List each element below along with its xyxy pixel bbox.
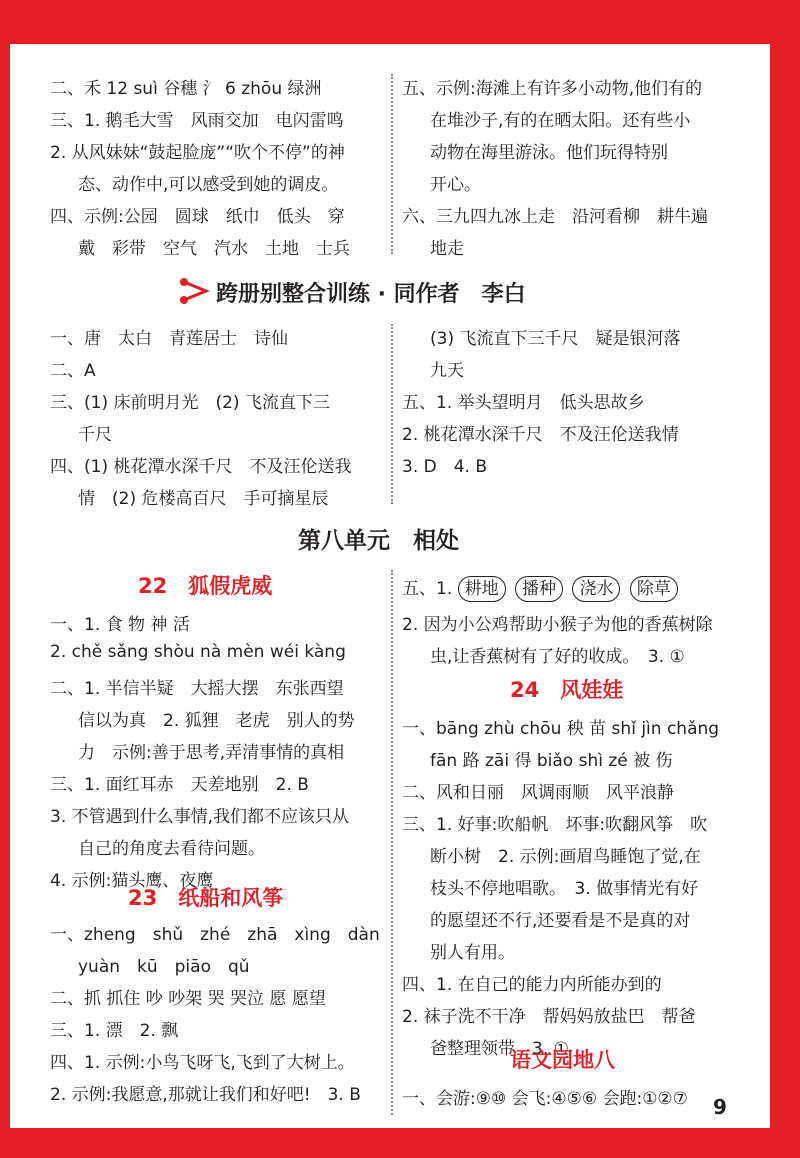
- circled-word: 浇水: [572, 576, 620, 602]
- frame-right: [770, 0, 800, 1158]
- answer-line: 六、三九四九冰上走 沿河看柳 耕牛遍: [402, 207, 708, 227]
- answer-line: 地走: [430, 239, 464, 259]
- answer-line: 态、动作中,可以感受到她的调皮。: [78, 175, 339, 195]
- answer-line: fān 路 zāi 得 biǎo shì zé 被 伤: [430, 751, 673, 771]
- answer-line: 动物在海里游泳。他们玩得特别: [430, 143, 668, 163]
- answer-line: 二、1. 半信半疑 大摇大摆 东张西望: [50, 679, 344, 699]
- section-arrow-icon: [178, 276, 212, 310]
- answer-line: 二、禾 12 suì 谷穗 氵 6 zhōu 绿洲: [50, 79, 322, 99]
- answer-line: 2. 袜子洗不干净 帮妈妈放盐巴 帮爸: [402, 1007, 696, 1027]
- answer-line: 在堆沙子,有的在晒太阳。还有些小: [430, 111, 691, 131]
- answer-line: 一、会游:⑨⑩ 会飞:④⑤⑥ 会跑:①②⑦: [402, 1089, 688, 1109]
- answer-line: 二、抓 抓住 吵 吵架 哭 哭泣 愿 愿望: [50, 989, 326, 1009]
- answer-line: 四、1. 示例:小鸟飞呀飞,飞到了大树上。: [50, 1053, 355, 1073]
- answer-line: 2. 从风妹妹“鼓起脸庞”“吹个不停”的神: [50, 143, 345, 163]
- answer-line: 情 (2) 危楼高百尺 手可摘星辰: [78, 489, 329, 509]
- answer-line: 断小树 2. 示例:画眉鸟睡饱了觉,在: [430, 847, 701, 867]
- circled-word: 播种: [515, 576, 563, 602]
- section-title: 跨册别整合训练 · 同作者 李白: [216, 282, 526, 307]
- answer-line: 一、zheng shǔ zhé zhā xìng dàn: [50, 925, 380, 945]
- answer-line: 3. 不管遇到什么事情,我们都不应该只从: [50, 807, 350, 827]
- circled-word: 除草: [630, 576, 678, 602]
- answer-line: 自己的角度去看待问题。: [78, 839, 265, 859]
- answer-line: (3) 飞流直下三千尺 疑是银河落: [430, 329, 681, 349]
- answer-line: 三、(1) 床前明月光 (2) 飞流直下三: [50, 393, 330, 413]
- frame-bottom: [0, 1128, 800, 1158]
- column-divider: [391, 74, 393, 254]
- answer-line: 五、示例:海滩上有许多小动物,他们有的: [402, 79, 703, 99]
- answer-line: 三、1. 鹅毛大雪 风雨交加 电闪雷鸣: [50, 111, 344, 131]
- column-divider: [391, 570, 393, 1115]
- answer-line: 三、1. 好事:吹船帆 坏事:吹翻风筝 吹: [402, 815, 708, 835]
- answer-line: 五、1. 举头望明月 低头思故乡: [402, 393, 645, 413]
- answer-line: 四、1. 在自己的能力内所能办到的: [402, 975, 662, 995]
- circled-word: 耕地: [458, 576, 506, 602]
- answer-line: 别人有用。: [430, 943, 515, 963]
- answer-line: 二、风和日丽 风调雨顺 风平浪静: [402, 783, 674, 803]
- lesson-title-24: 24 风娃娃: [510, 678, 624, 702]
- answer-line: 千尺: [78, 425, 112, 445]
- lesson-title-22: 22 狐假虎威: [138, 574, 273, 598]
- item-prefix: 五、1.: [402, 579, 453, 599]
- answer-line: 一、1. 食 物 神 活: [50, 615, 190, 635]
- answer-line: 3. D 4. B: [402, 457, 487, 477]
- answer-line: 力 示例:善于思考,弄清事情的真相: [78, 743, 345, 763]
- page-number: 9: [713, 1095, 727, 1119]
- answer-line: 三、1. 漂 2. 飘: [50, 1021, 179, 1041]
- answer-line: 四、(1) 桃花潭水深千尺 不及汪伦送我: [50, 457, 352, 477]
- unit-title: 第八单元 相处: [298, 528, 459, 554]
- answer-line: 二、A: [50, 361, 96, 381]
- answer-line: 九天: [430, 361, 464, 381]
- answer-line: 爸整理领带 3. ①: [430, 1039, 569, 1059]
- answer-line: 开心。: [430, 175, 481, 195]
- answer-line: yuàn kū piāo qǔ: [78, 957, 250, 977]
- answer-line: 一、bāng zhù chōu 秧 苗 shǐ jìn chǎng: [402, 719, 720, 739]
- circled-words-line: [402, 574, 682, 602]
- answer-line: 2. 因为小公鸡帮助小猴子为他的香蕉树除: [402, 615, 713, 635]
- frame-left: [0, 0, 10, 1158]
- frame-top: [0, 0, 800, 44]
- answer-line: 虫,让香蕉树有了好的收成。 3. ①: [430, 647, 685, 667]
- answer-line: 三、1. 面红耳赤 天差地别 2. B: [50, 775, 309, 795]
- answer-line: 的愿望还不行,还要看是不是真的对: [430, 911, 691, 931]
- answer-line: 2. 示例:我愿意,那就让我们和好吧! 3. B: [50, 1085, 361, 1105]
- answer-line: 一、唐 太白 青莲居士 诗仙: [50, 329, 288, 349]
- answer-line: 2. 桃花潭水深千尺 不及汪伦送我情: [402, 425, 679, 445]
- answer-line: 信以为真 2. 狐狸 老虎 别人的势: [78, 711, 355, 731]
- column-divider: [391, 324, 393, 504]
- answer-line: 戴 彩带 空气 汽水 土地 士兵: [78, 239, 350, 259]
- answer-line: 2. chě sǎng shòu nà mèn wéi kàng: [50, 642, 346, 662]
- answer-line: 四、示例:公园 圆球 纸巾 低头 穿: [50, 207, 345, 227]
- answer-page: [10, 44, 770, 1128]
- answer-line: 枝头不停地唱歌。 3. 做事情光有好: [430, 879, 699, 899]
- answer-line: 4. 示例:猫头鹰、夜鹰: [50, 871, 214, 891]
- lesson-title-23: 23 纸船和风筝: [128, 886, 284, 910]
- garden-title: 语文园地八: [510, 1048, 615, 1072]
